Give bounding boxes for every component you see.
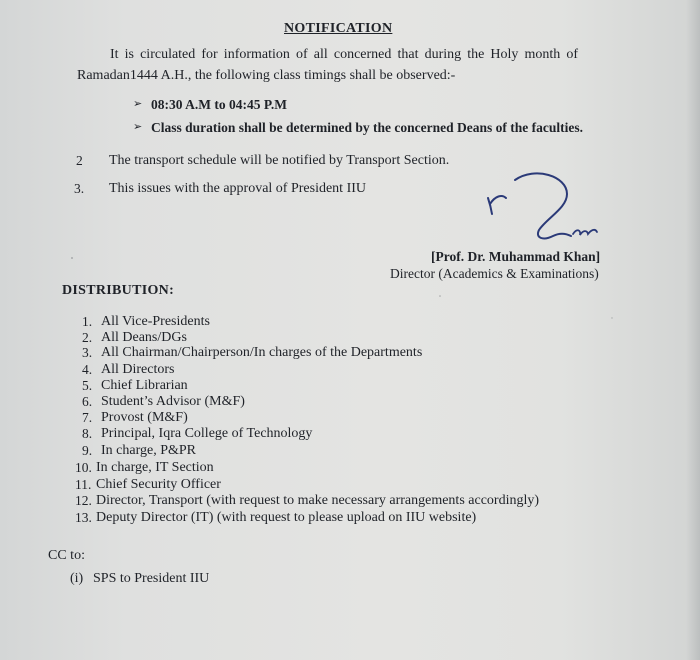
list-item: Deputy Director (IT) (with request to please upload on IIU website) bbox=[96, 510, 477, 525]
list-item: In charge, P&PR bbox=[101, 443, 197, 458]
list-item: Provost (M&F) bbox=[101, 410, 188, 425]
list-item-number: 12. bbox=[75, 493, 92, 508]
list-item-number: 2. bbox=[82, 330, 93, 345]
list-item-number: 7. bbox=[82, 410, 93, 425]
point-number: 3. bbox=[74, 181, 85, 196]
notification-heading: NOTIFICATION bbox=[284, 21, 393, 36]
point-approval: This issues with the approval of President IIU bbox=[109, 181, 367, 196]
list-item-number: 10. bbox=[75, 460, 92, 475]
list-item: All Chairman/Chairperson/In charges of the Departments bbox=[101, 345, 423, 360]
arrowhead-bullet-icon: ➢ bbox=[133, 98, 143, 110]
point-number: 2 bbox=[76, 153, 83, 168]
list-item: Director, Transport (with request to make necessary arrangements accordingly) bbox=[96, 493, 540, 508]
list-item-number: 8. bbox=[82, 426, 93, 441]
bullet-item-timings: 08:30 A.M to 04:45 P.M bbox=[151, 97, 287, 112]
list-item-number: 1. bbox=[82, 314, 93, 329]
list-item: Student’s Advisor (M&F) bbox=[101, 394, 245, 409]
list-item-number: 5. bbox=[82, 378, 93, 393]
list-item: All Vice-Presidents bbox=[101, 314, 210, 329]
list-item-number: 4. bbox=[82, 362, 93, 377]
distribution-heading: DISTRIBUTION: bbox=[62, 283, 175, 298]
bullet-item-class-duration: Class duration shall be determined by the concerned Deans of the faculties. bbox=[151, 120, 583, 135]
list-item: Chief Librarian bbox=[101, 378, 188, 393]
list-item-number: 11. bbox=[75, 477, 92, 492]
list-item-number: 9. bbox=[82, 443, 93, 458]
list-item: All Deans/DGs bbox=[101, 330, 187, 345]
arrowhead-bullet-icon: ➢ bbox=[133, 121, 143, 133]
intro-line-2: Ramadan1444 A.H., the following class timings shall be observed:- bbox=[77, 68, 456, 83]
list-item-number: 6. bbox=[82, 394, 93, 409]
cc-label: CC to: bbox=[48, 548, 85, 563]
cc-item: SPS to President IIU bbox=[93, 571, 210, 586]
list-item: In charge, IT Section bbox=[96, 460, 214, 475]
intro-line-1: It is circulated for information of all concerned that during the Holy month of bbox=[110, 47, 579, 62]
signatory-title: Director (Academics & Examinations) bbox=[390, 266, 599, 281]
list-item-number: 13. bbox=[75, 510, 92, 525]
list-item-number: 3. bbox=[82, 345, 93, 360]
paper-edge-shadow bbox=[686, 0, 700, 660]
list-item: Chief Security Officer bbox=[96, 477, 221, 492]
list-item: All Directors bbox=[101, 362, 175, 377]
list-item: Principal, Iqra College of Technology bbox=[101, 426, 313, 441]
signatory-name: [Prof. Dr. Muhammad Khan] bbox=[431, 249, 601, 264]
point-transport: The transport schedule will be notified by Transport Section. bbox=[109, 153, 450, 168]
cc-item-number: (i) bbox=[70, 571, 84, 586]
